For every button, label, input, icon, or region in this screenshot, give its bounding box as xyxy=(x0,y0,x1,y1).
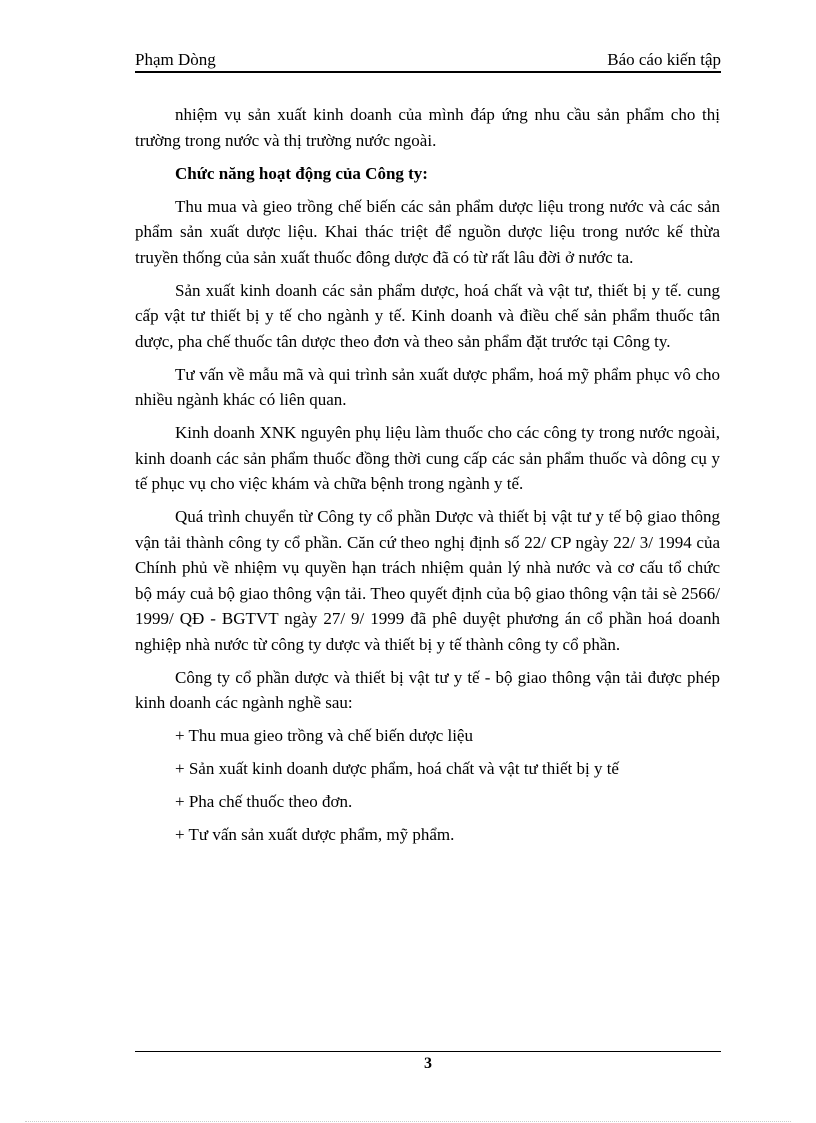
list-item-2: + Sản xuất kinh doanh dược phẩm, hoá chất và vật tư thiết bị y tế xyxy=(175,759,619,778)
paragraph-1: Thu mua và gieo trồng chế biến các sản phẩm dược liệu trong nước và các sản phẩm sản xuất dược liệu. Khai thác triệt để nguồn dược liệu trong nước kế thừa truyền thống của sản xuất thuốc đông dược đã có từ rất lâu đời ở nước ta. xyxy=(135,196,720,267)
paragraph-5: Quá trình chuyển từ Công ty cổ phần Dược và thiết bị vật tư y tế bộ giao thông vận tải thành công ty cổ phần. Căn cứ theo nghị định số 22/ CP ngày 22/ 3/ 1994 của Chính phủ về nhiệm vụ quyền hạn trách nhiệm quản lý nhà nước và cơ cấu tổ chức bộ máy cuả bộ giao thông vận tải. Theo quyết định của bộ giao thông vận tải sè 2566/ 1999/ QĐ - BGTVT ngày 27/ 9/ 1999 đã phê duyệt phương án cổ phần hoá doanh nghiệp nhà nước từ công ty dược và thiết bị y tế thành công ty cổ phần. xyxy=(135,507,720,654)
section-heading: Chức năng hoạt động của Công ty: xyxy=(175,163,428,183)
header-author: Phạm Dòng xyxy=(135,50,216,69)
list-item-3: + Pha chế thuốc theo đơn. xyxy=(175,792,353,811)
page-header xyxy=(135,49,721,73)
list-item-1: + Thu mua gieo trồng và chế biến dược liệu xyxy=(175,726,473,745)
paragraph-6: Công ty cổ phần dược và thiết bị vật tư y tế - bộ giao thông vận tải được phép kinh doanh các ngành nghề sau: xyxy=(135,667,720,712)
paragraph-4: Kinh doanh XNK nguyên phụ liệu làm thuốc cho các công ty trong nước ngoài, kinh doanh các sản phẩm thuốc đồng thời cung cấp các sản phẩm thuốc và dông cụ y tế phục vụ cho việc khám và chữa bệnh trong ngành y tế. xyxy=(135,423,720,493)
list-item-4: + Tư vấn sản xuất dược phẩm, mỹ phẩm. xyxy=(175,825,455,844)
document-body xyxy=(135,102,720,855)
page-number: 3 xyxy=(424,1055,432,1072)
paragraph-3: Tư vấn về mẫu mã và qui trình sản xuất dược phẩm, hoá mỹ phẩm phục vô cho nhiều ngành khác có liên quan. xyxy=(135,364,720,409)
continuation-paragraph: nhiệm vụ sản xuất kinh doanh của mình đáp ứng nhu cầu sản phẩm cho thị trường trong nước và thị trường nước ngoài. xyxy=(135,105,720,150)
page-edge-divider xyxy=(25,1121,791,1122)
paragraph-2: Sản xuất kinh doanh các sản phẩm dược, hoá chất và vật tư, thiết bị y tế. cung cấp vật tư thiết bị y tế cho ngành y tế. Kinh doanh và điều chế sản phẩm thuốc tân dược, pha chế thuốc tân dược theo đơn và theo sản phẩm đặt trước tại Công ty. xyxy=(135,280,720,351)
footer-divider xyxy=(135,1051,721,1052)
header-report-title: Báo cáo kiến tập xyxy=(607,50,721,69)
